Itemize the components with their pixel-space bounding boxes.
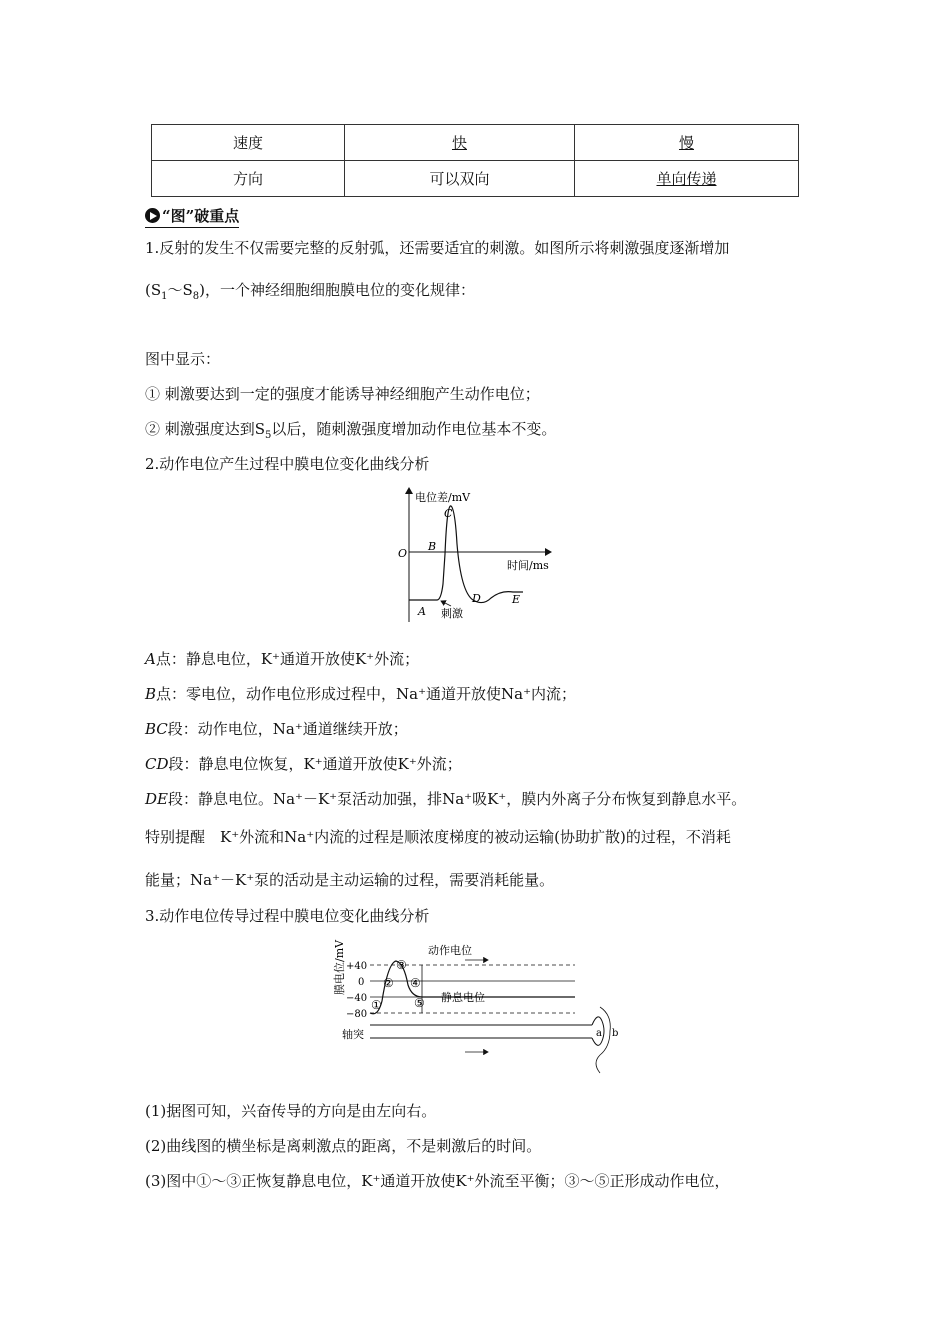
point-d-label: D — [472, 592, 481, 605]
underlined-answer: 单向传递 — [656, 170, 717, 188]
paragraph-line: 能量；Na⁺－K⁺泵的活动是主动运输的过程，需要消耗能量。 — [145, 871, 555, 889]
table-row — [152, 161, 799, 197]
marker-3: ③ — [396, 958, 407, 972]
subscript: 1 — [161, 291, 168, 302]
table-row — [152, 125, 799, 161]
y-axis-label: 电位差/mV — [415, 491, 471, 504]
marker-2: ② — [383, 976, 394, 990]
term: CD — [145, 755, 169, 773]
text: ～S — [167, 281, 193, 299]
paragraph-line — [145, 418, 556, 440]
paragraph-line: (2)曲线图的横坐标是离刺激点的距离，不是刺激后的时间。 — [145, 1137, 542, 1155]
paragraph-line — [145, 683, 576, 705]
label-a: a — [596, 1028, 602, 1039]
action-potential-label: 动作电位 — [428, 944, 472, 957]
paragraph-line — [145, 648, 419, 670]
term: A — [145, 650, 156, 668]
subscript: 5 — [265, 430, 272, 441]
origin-label: O — [398, 547, 408, 560]
section-heading — [145, 205, 239, 228]
stimulus-label: 刺激 — [441, 607, 463, 620]
play-icon — [145, 208, 160, 223]
marker-1: ① — [371, 998, 382, 1012]
text: (S — [145, 281, 162, 299]
underlined-answer: 快 — [451, 134, 467, 152]
text: 点：静息电位，K⁺通道开放使K⁺外流； — [155, 650, 420, 668]
table-cell: 速度 — [152, 125, 345, 161]
paragraph-line — [145, 753, 462, 775]
y-axis-label: 膜电位/mV — [333, 939, 346, 995]
conduction-figure — [330, 935, 620, 1077]
paragraph-line — [145, 279, 475, 301]
underlined-answer: 慢 — [678, 134, 694, 152]
marker-4: ④ — [410, 976, 421, 990]
text: )，一个神经细胞细胞膜电位的变化规律： — [199, 281, 476, 299]
tick-label: −80 — [346, 1009, 368, 1020]
paragraph-line: (1)据图可知，兴奋传导的方向是由左向右。 — [145, 1102, 437, 1120]
tick-label: 0 — [358, 977, 365, 988]
axon-label: 轴突 — [342, 1028, 364, 1041]
text: 段：静息电位恢复，K⁺通道开放使K⁺外流； — [168, 755, 462, 773]
term: DE — [145, 790, 168, 808]
comparison-table — [151, 124, 799, 197]
heading-text: “图”破重点 — [162, 207, 240, 225]
table-cell: 方向 — [152, 161, 345, 197]
paragraph-line: 图中显示： — [145, 350, 221, 368]
term: BC — [145, 720, 168, 738]
resting-potential-label: 静息电位 — [441, 991, 485, 1004]
text: 段：静息电位。Na⁺－K⁺泵活动加强，排Na⁺吸K⁺，膜内外离子分布恢复到静息水平。 — [167, 790, 747, 808]
paragraph-line: (3)图中①～③正恢复静息电位，K⁺通道开放使K⁺外流至平衡；③～⑤正形成动作电位， — [145, 1172, 730, 1190]
table-cell — [345, 125, 575, 161]
paragraph-line — [145, 788, 746, 810]
tick-label: +40 — [346, 961, 368, 972]
point-b-label: B — [428, 540, 437, 553]
text: 以后，随刺激强度增加动作电位基本不变。 — [271, 420, 557, 438]
tick-label: −40 — [346, 993, 368, 1004]
marker-5: ⑤ — [414, 996, 425, 1010]
stimulus-arrow — [441, 601, 451, 606]
subscript: 8 — [192, 291, 200, 302]
label-b: b — [612, 1028, 619, 1039]
text: 段：动作电位，Na⁺通道继续开放； — [167, 720, 408, 738]
potential-curve — [409, 506, 523, 603]
paragraph-line: 特别提醒 K⁺外流和Na⁺内流的过程是顺浓度梯度的被动运输(协助扩散)的过程，不消耗 — [145, 828, 731, 846]
section-title: 3.动作电位传导过程中膜电位变化曲线分析 — [145, 907, 430, 925]
point-a-label: A — [418, 605, 426, 618]
table-cell — [575, 161, 799, 197]
paragraph-line — [145, 718, 408, 740]
action-potential-figure — [395, 484, 555, 626]
table-cell: 可以双向 — [345, 161, 575, 197]
x-axis-label: 时间/ms — [507, 559, 549, 572]
paragraph-line: 1.反射的发生不仅需要完整的反射弧，还需要适宜的刺激。如图所示将刺激强度逐渐增加 — [145, 239, 730, 257]
table-cell — [575, 125, 799, 161]
point-c-label: C — [444, 507, 453, 520]
term: B — [145, 685, 157, 703]
section-title: 2.动作电位产生过程中膜电位变化曲线分析 — [145, 455, 430, 473]
text: ② 刺激强度达到S — [145, 420, 266, 438]
paragraph-line: ① 刺激要达到一定的强度才能诱导神经细胞产生动作电位； — [145, 385, 540, 403]
text: 点：零电位，动作电位形成过程中，Na⁺通道开放使Na⁺内流； — [156, 685, 577, 703]
point-e-label: E — [512, 593, 521, 606]
